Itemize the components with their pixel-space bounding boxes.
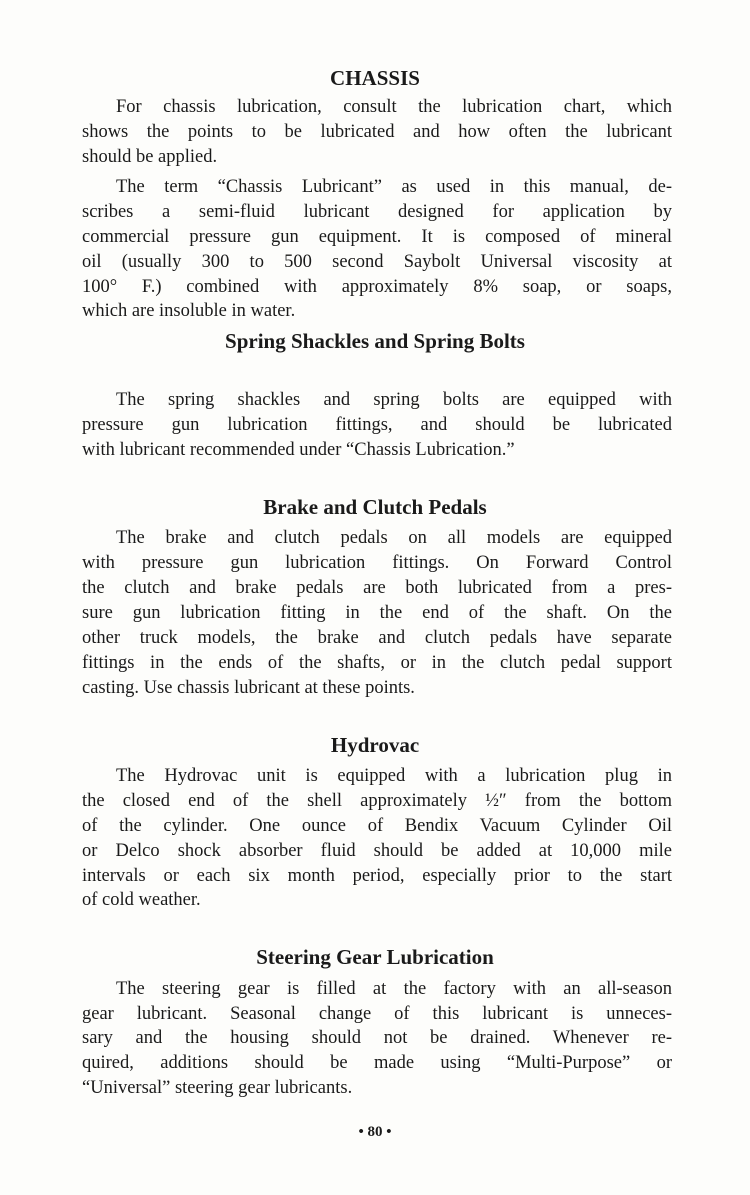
paragraph-line: intervals or each six month period, especially prior to the start <box>82 866 672 886</box>
paragraph-line: the clutch and brake pedals are both lubricated from a pres- <box>82 578 672 598</box>
paragraph-line: The brake and clutch pedals on all models are equipped <box>116 528 672 548</box>
section-heading: Steering Gear Lubrication <box>256 945 494 969</box>
section-heading: Spring Shackles and Spring Bolts <box>225 329 525 353</box>
paragraph-line: The Hydrovac unit is equipped with a lubrication plug in <box>116 766 672 786</box>
paragraph-line: gear lubricant. Seasonal change of this lubricant is unneces- <box>82 1004 672 1024</box>
paragraph-line: commercial pressure gun equipment. It is composed of mineral <box>82 227 672 247</box>
paragraph-line: scribes a semi-fluid lubricant designed for application by <box>82 202 672 222</box>
paragraph-line: with lubricant recommended under “Chassis Lubrication.” <box>82 440 515 460</box>
paragraph-line: should be applied. <box>82 147 218 167</box>
paragraph-line: quired, additions should be made using “Multi-Purpose” or <box>82 1053 672 1073</box>
section-heading: Hydrovac <box>330 733 420 757</box>
section-heading: CHASSIS <box>330 66 420 90</box>
paragraph-line: sary and the housing should not be drained. Whenever re- <box>82 1028 672 1048</box>
paragraph-line: oil (usually 300 to 500 second Saybolt Universal viscosity at <box>82 252 672 272</box>
paragraph-line: The spring shackles and spring bolts are equipped with <box>116 390 672 410</box>
paragraph-line: For chassis lubrication, consult the lubrication chart, which <box>116 97 672 117</box>
paragraph-line: which are insoluble in water. <box>82 301 296 321</box>
paragraph-line: “Universal” steering gear lubricants. <box>82 1078 353 1098</box>
paragraph-line: of cold weather. <box>82 890 201 910</box>
paragraph-line: shows the points to be lubricated and how often the lubricant <box>82 122 672 142</box>
paragraph-line: of the cylinder. One ounce of Bendix Vacuum Cylinder Oil <box>82 816 672 836</box>
paragraph-line: The steering gear is filled at the factory with an all-season <box>116 979 672 999</box>
paragraph-line: or Delco shock absorber fluid should be added at 10,000 mile <box>82 841 672 861</box>
paragraph-line: the closed end of the shell approximately ½″ from the bottom <box>82 791 672 811</box>
paragraph-line: sure gun lubrication fitting in the end of the shaft. On the <box>82 603 672 623</box>
section-heading: Brake and Clutch Pedals <box>263 495 487 519</box>
paragraph-line: fittings in the ends of the shafts, or in the clutch pedal support <box>82 653 672 673</box>
paragraph-line: with pressure gun lubrication fittings. On Forward Control <box>82 553 672 573</box>
page-number: • 80 • <box>358 1124 392 1140</box>
paragraph-line: pressure gun lubrication fittings, and should be lubricated <box>82 415 672 435</box>
paragraph-line: other truck models, the brake and clutch pedals have separate <box>82 628 672 648</box>
paragraph-line: The term “Chassis Lubricant” as used in this manual, de- <box>116 177 672 197</box>
paragraph-line: casting. Use chassis lubricant at these points. <box>82 678 415 698</box>
paragraph-line: 100° F.) combined with approximately 8% soap, or soaps, <box>82 277 672 297</box>
